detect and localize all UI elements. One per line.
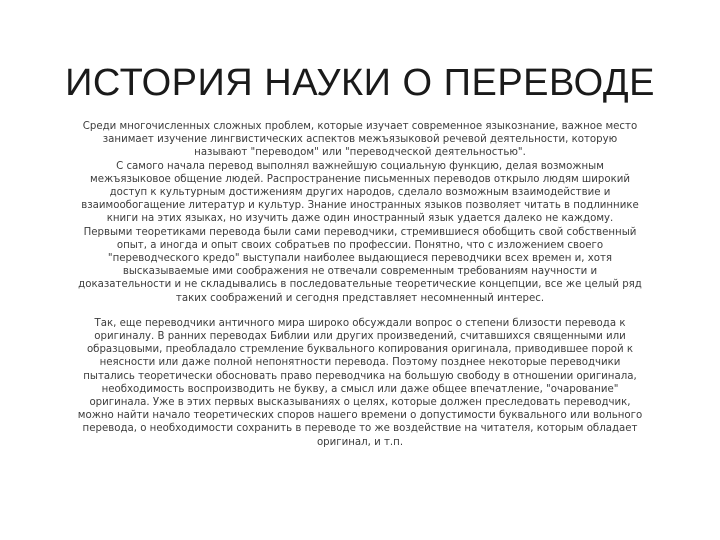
paragraph-intro: Среди многочисленных сложных проблем, которые изучает современное языкознание, важное место занимает изучение лингвистических аспектов межъязыковой речевой деятельности, которую называют "переводом" или "переводческой деятельностью". — [82, 121, 638, 159]
paragraph-first-theorists: Первыми теоретиками перевода были сами переводчики, стремившиеся обобщить свой собственный опыт, а иногда и опыт своих собратьев по профессии. Понятно, что с изложением своего "переводческого кредо" выступали наиболее выдающиеся переводчики всех времен и, хотя высказываемые ими соображения не отвечали современным требованиям научности и доказательности и не складывались в последовательные теоретические концепции, все же целый ряд таких соображений и сегодня представляет несомненный интерес. — [78, 226, 642, 304]
slide-body — [76, 120, 644, 449]
paragraph-antiquity: Так, еще переводчики античного мира широко обсуждали вопрос о степени близости перевода к оригиналу. В ранних переводах Библии или других произведений, считавшихся священными или образцовыми, преобладало стремление буквального копирования оригинала, приводившее порой к неясности или даже полной непонятности перевода. Поэтому позднее некоторые переводчики пытались теоретически обосновать право переводчика на большую свободу в отношении оригинала, необходимость воспроизводить не букву, а смысл или даже общее впечатление, "очарование" оригинала. Уже в этих первых высказываниях о целях, которые должен преследовать переводчик, можно найти начало теоретических споров нашего времени о допустимости буквального или вольного перевода, о необходимости сохранить в переводе то же воздействие на читателя, которым обладает оригинал, и т.п. — [77, 317, 643, 448]
paragraph-social-function: С самого начала перевод выполнял важнейшую социальную функцию, делая возможным межъязыковое общение людей. Распространение письменных переводов открыло людям широкий доступ к культурным достижениям других народов, сделало возможным взаимодействие и взаимообогащение литератур и культур. Знание иностранных языков позволяет читать в подлиннике книги на этих языках, но изучить даже один иностранный язык удается далеко не каждому. — [81, 160, 639, 225]
slide-title: ИСТОРИЯ НАУКИ О ПЕРЕВОДЕ — [65, 62, 655, 104]
